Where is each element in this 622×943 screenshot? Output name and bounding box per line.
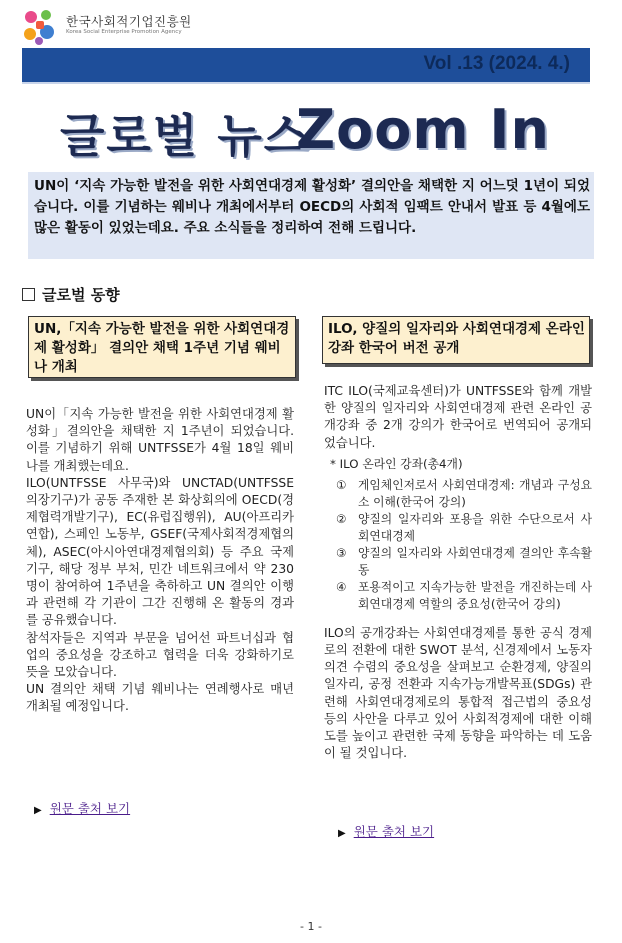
article-right-source-link-row: [338, 822, 434, 840]
course-list: [324, 477, 592, 613]
checkbox-bullet-icon: [22, 288, 35, 301]
article-right-heading: ILO, 양질의 일자리와 사회연대경제 온라인 강좌 한국어 버전 공개: [328, 321, 585, 356]
article-left-paragraph: 참석자들은 지역과 부문을 넘어선 파트너십과 협업의 중요성을 강조하고 협력을 더욱 강화하기로 뜻을 모았습니다.: [26, 630, 294, 680]
article-left-paragraph: UN 결의안 채택 기념 웨비나는 연례행사로 매년 개최될 예정입니다.: [26, 682, 294, 714]
article-left-body: [26, 406, 294, 716]
article-left-paragraph: UN이「지속 가능한 발전을 위한 사회연대경제 활성화」결의안을 채택한 지 1주년이 되었습니다. 이를 기념하기 위해 UNTFSSE가 4월 18일 웨비나를 개최했는데요.: [26, 407, 294, 473]
banner-divider: [22, 82, 590, 84]
course-item: ③ 양질의 일자리와 사회연대경제 결의안 후속활동: [336, 545, 592, 577]
article-left-paragraph: ILO(UNTFSSE 사무국)와 UNCTAD(UNTFSSE 의장기구)가 공동 주재한 본 화상회의에 OECD(경제협력개발기구), EC(유럽집행위), AU(아프리카연합), 스페인 노동부, GSEF(국제사회적경제협의체), ASEC(아시아연대경제협의회) 등 주요 국제기구, 해당 정부 부처, 민간 네트워크에서 약 230명이 참여하여 1주년을 축하하고 UN 결의안 이행과 관련해 각 기관이 그간 진행해 온 활동의 경과를 공유했습니다.: [26, 475, 294, 628]
triangle-right-icon: ▶: [34, 805, 42, 816]
article-right-summary: ILO의 공개강좌는 사회연대경제를 통한 공식 경제로의 전환에 대한 SWOT 분석, 신경제에서 노동자 의견 수렴의 중요성을 살펴보고 순환경제, 양질의 일자리, 공정 전환과 지속가능개발목표(SDGs) 관련해 사회연대경제로의 통합적 접근법의 중요성 등의 사안을 다루고 있어 사회적경제에 대한 이해도를 높이고 관련한 국제 동향을 파악하는 데 도움이 될 것입니다.: [324, 625, 592, 761]
volume-label: Vol .13 (2024. 4.): [423, 53, 570, 74]
course-item: ② 양질의 일자리와 포용을 위한 수단으로서 사회연대경제: [336, 511, 592, 543]
org-name-english: Korea Social Enterprise Promotion Agency: [66, 29, 182, 35]
section-title: 글로벌 동향: [42, 286, 120, 304]
article-right-body: [324, 383, 592, 762]
article-left-heading: UN,「지속 가능한 발전을 위한 사회연대경제 활성화」 결의안 채택 1주년 기념 웨비나 개최: [34, 321, 290, 375]
kosea-logo-icon: [22, 8, 58, 46]
course-list-note: * ILO 온라인 강좌(총4개): [330, 456, 463, 471]
article-right-source-link[interactable]: 원문 출처 보기: [353, 824, 435, 839]
intro-text: UN이 ‘지속 가능한 발전을 위한 사회연대경제 활성화’ 결의안을 채택한 지 어느덧 1년이 되었습니다. 이를 기념하는 웨비나 개최에서부터 OECD의 사회적 임팩트 안내서 발표 등 4월에도 많은 활동이 있었는데요. 주요 소식들을 정리하여 전해 드립니다.: [34, 178, 590, 236]
newsletter-title-korean: 글로벌 뉴스: [60, 109, 311, 163]
section-heading: [22, 284, 120, 305]
page-number: - 1 -: [300, 920, 322, 933]
course-item: ④ 포용적이고 지속가능한 발전을 개진하는데 사회연대경제 역할의 중요성(한국어 강의): [336, 579, 592, 611]
triangle-right-icon: ▶: [338, 828, 346, 839]
newsletter-title-english: Zoom In: [296, 98, 550, 161]
article-left-source-link[interactable]: 원문 출처 보기: [49, 801, 131, 816]
article-left-source-link-row: [34, 799, 130, 817]
article-right-intro: ITC ILO(국제교육센터)가 UNTFSSE와 함께 개발한 양질의 일자리와 사회연대경제 관련 온라인 공개강좌 중 2개 강의가 한국어로 번역되어 공개되었습니다.: [324, 384, 592, 450]
org-name: 한국사회적기업진흥원: [66, 14, 192, 29]
course-item: ① 게임체인저로서 사회연대경제: 개념과 구성요소 이해(한국어 강의): [336, 477, 592, 509]
